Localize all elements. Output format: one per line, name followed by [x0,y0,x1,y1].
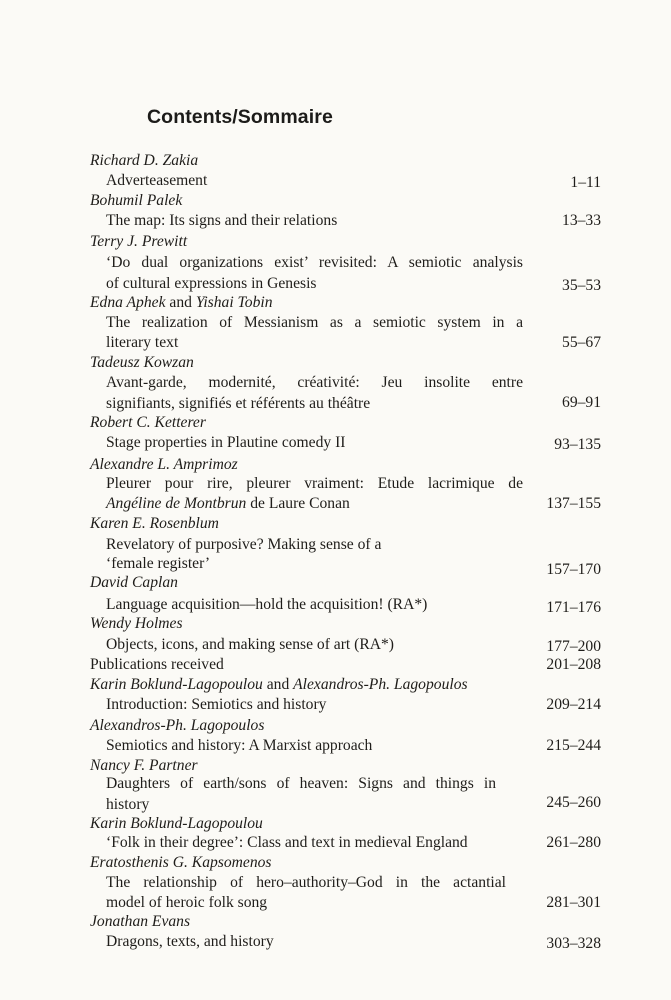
entry-pages: 55–67 [562,334,601,351]
entry-author-name: Karin Boklund-Lagopoulou [90,676,263,693]
entry-pages: 261–280 [546,834,601,851]
entry-pages: 13–33 [562,212,601,229]
entry-title: Objects, icons, and making sense of art (RA*) [106,636,394,653]
entry-title: Semiotics and history: A Marxist approach [106,737,373,754]
entry-author: Karen E. Rosenblum [90,515,219,532]
entry-title: ‘Folk in their degree’: Class and text in medieval England [106,834,468,851]
entry-author: Terry J. Prewitt [90,233,188,250]
entry-author: Tadeusz Kowzan [90,354,194,371]
entry-pages: 69–91 [562,394,601,411]
author-joiner: and [165,294,196,311]
entry-title: Language acquisition—hold the acquisition! (RA*) [106,596,428,613]
entry-pages: 209–214 [546,696,601,713]
entry-title: ‘female register’ [106,555,211,572]
entry-author-name: Edna Aphek [90,294,166,311]
work-title: Angéline de Montbrun [106,495,247,512]
entry-author: Robert C. Ketterer [90,414,206,431]
entry-author [90,293,273,312]
entry-title: Daughters of earth/sons of heaven: Signs and things in [106,775,496,792]
entry-author: Nancy F. Partner [90,757,198,774]
page-title: Contents/Sommaire [147,106,333,128]
entry-pages: 177–200 [546,638,601,655]
entry-author: Karin Boklund-Lagopoulou [90,815,263,832]
entry-title: Adverteasement [106,172,208,189]
entry-author: Jonathan Evans [90,913,191,930]
entry-pages: 201–208 [546,656,601,673]
entry-pages: 35–53 [562,277,601,294]
entry-title: Avant-garde, modernité, créativité: Jeu insolite entre [106,374,523,391]
entry-author [90,675,468,694]
entry-title: The map: Its signs and their relations [106,212,338,229]
entry-pages: 303–328 [546,935,601,952]
entry-author: David Caplan [90,574,178,591]
entry-title: ‘Do dual organizations exist’ revisited: A semiotic analysis [106,254,523,271]
entry-pages: 93–135 [554,436,601,453]
entry-author-name: Yishai Tobin [195,294,273,311]
entry-title: model of heroic folk song [106,894,268,911]
entry-title: Publications received [90,656,224,673]
entry-title: signifiants, signifiés et référents au théâtre [106,395,371,412]
entry-title [106,494,350,513]
entry-author: Alexandre L. Amprimoz [90,456,238,473]
entry-author-name: Alexandros-Ph. Lagopoulos [293,676,468,693]
entry-pages: 1–11 [570,174,601,191]
entry-title: Introduction: Semiotics and history [106,696,327,713]
entry-pages: 215–244 [546,737,601,754]
entry-author: Bohumil Palek [90,192,183,209]
entry-title: history [106,796,150,813]
entry-author: Alexandros-Ph. Lagopoulos [90,717,265,734]
entry-pages: 245–260 [546,794,601,811]
entry-pages: 157–170 [546,561,601,578]
entry-title: of cultural expressions in Genesis [106,275,317,292]
entry-author: Wendy Holmes [90,615,183,632]
entry-author: Eratosthenis G. Kapsomenos [90,854,272,871]
entry-title: Dragons, texts, and history [106,933,274,950]
author-joiner: and [262,676,294,693]
entry-title: Stage properties in Plautine comedy II [106,434,346,451]
entry-title-rest: de Laure Conan [246,495,350,512]
entry-pages: 281–301 [546,894,601,911]
entry-title: The realization of Messianism as a semiotic system in a [106,314,523,331]
entry-title: Pleurer pour rire, pleurer vraiment: Etude lacrimique de [106,475,523,492]
entry-title: The relationship of hero–authority–God in the actantial [106,874,506,891]
entry-title: Revelatory of purposive? Making sense of a [106,536,382,553]
entry-pages: 171–176 [546,599,601,616]
entry-title: literary text [106,334,179,351]
entry-pages: 137–155 [546,495,601,512]
entry-author: Richard D. Zakia [90,152,199,169]
